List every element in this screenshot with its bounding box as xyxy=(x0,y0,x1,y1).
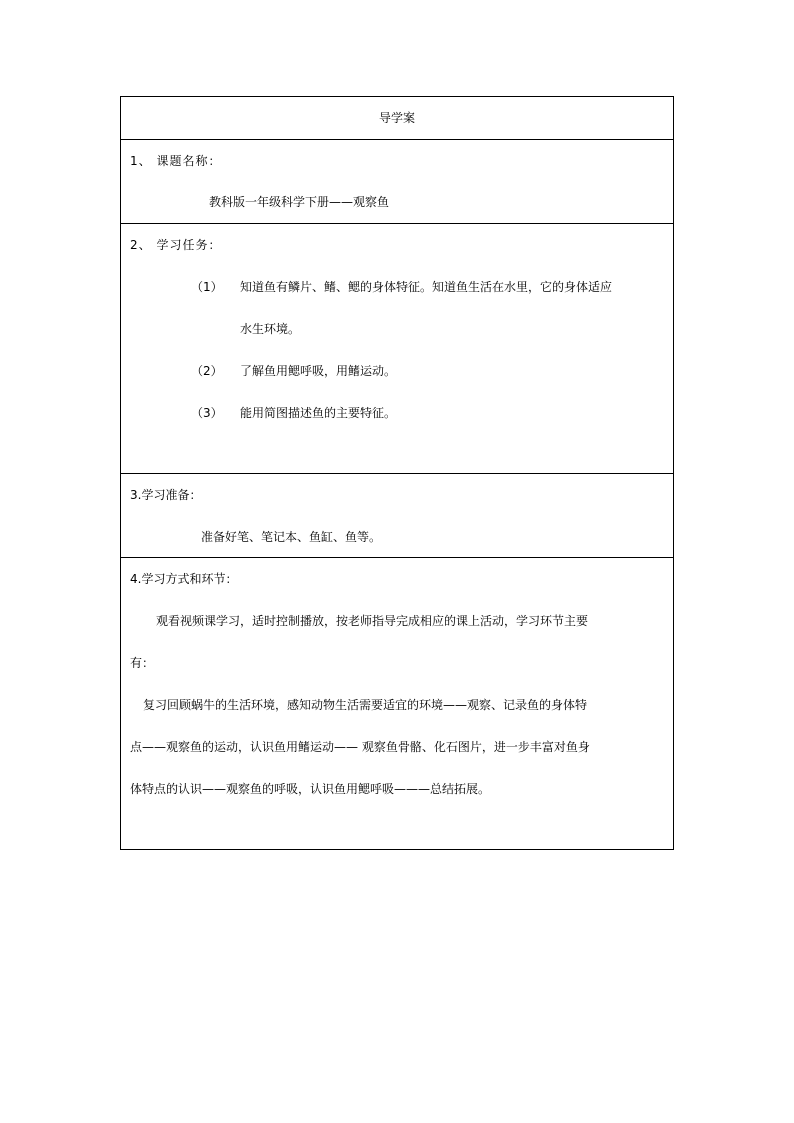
section-topic xyxy=(121,139,673,223)
section-topic-heading: 1、 课题名称： xyxy=(130,154,222,168)
task-2-number: （2） xyxy=(191,364,223,378)
section-preparation-heading: 3.学习准备： xyxy=(130,488,202,502)
method-paragraph-1-line-1: 观看视频课学习，适时控制播放，按老师指导完成相应的课上活动，学习环节主要 xyxy=(156,614,589,628)
method-paragraph-2-line-2: 点——观察鱼的运动，认识鱼用鳍运动—— 观察鱼骨骼、化石图片，进一步丰富对鱼身 xyxy=(130,740,590,754)
task-3-number: （3） xyxy=(191,406,223,420)
method-paragraph-1-line-2: 有： xyxy=(130,656,155,670)
section-topic-content: 教科版一年级科学下册——观察鱼 xyxy=(209,195,390,209)
method-paragraph-2-line-1: 复习回顾蜗牛的生活环境，感知动物生活需要适宜的环境——观察、记录鱼的身体特 xyxy=(143,698,588,712)
title-row xyxy=(121,97,673,139)
method-paragraph-2-line-3: 体特点的认识——观察鱼的呼吸，认识鱼用鳃呼吸———总结拓展。 xyxy=(130,782,491,796)
section-preparation-content: 准备好笔、笔记本、鱼缸、鱼等。 xyxy=(201,530,382,544)
section-tasks-heading: 2、 学习任务： xyxy=(130,238,222,252)
guide-table xyxy=(120,96,674,850)
task-1-text: 知道鱼有鳞片、鳍、鳃的身体特征。知道鱼生活在水里，它的身体适应 xyxy=(240,280,613,294)
section-method-heading: 4.学习方式和环节： xyxy=(130,572,238,586)
task-1-text-cont: 水生环境。 xyxy=(240,322,301,336)
task-2-text: 了解鱼用鳃呼吸，用鳍运动。 xyxy=(240,364,397,378)
document-title: 导学案 xyxy=(378,111,415,125)
section-preparation xyxy=(121,473,673,557)
task-3-text: 能用简图描述鱼的主要特征。 xyxy=(240,406,397,420)
section-tasks xyxy=(121,223,673,473)
section-method xyxy=(121,557,673,849)
task-1-number: （1） xyxy=(191,280,223,294)
